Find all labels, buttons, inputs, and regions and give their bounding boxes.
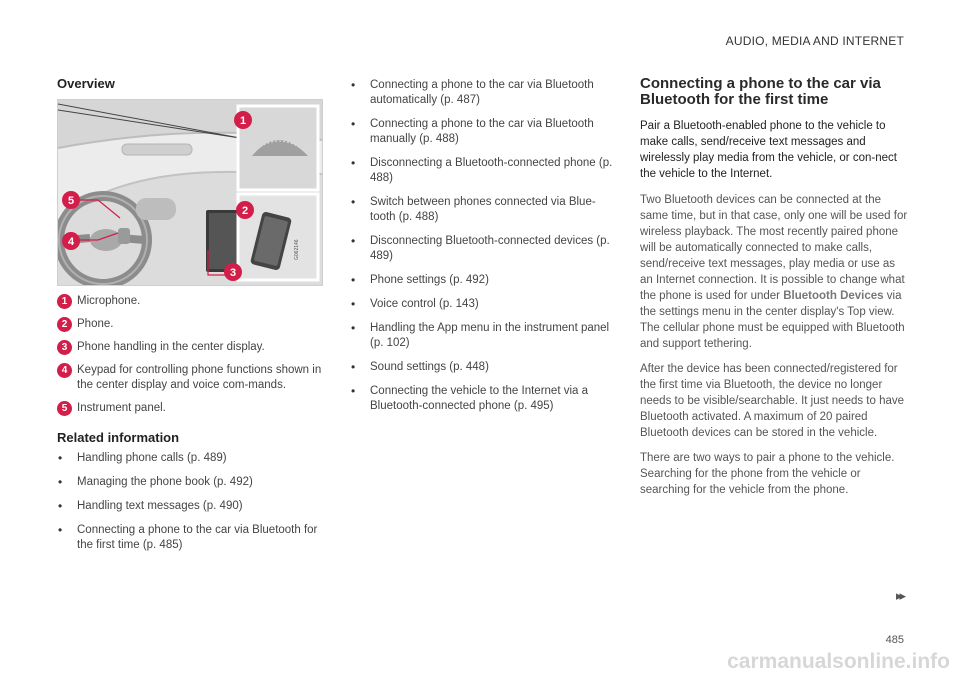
dashboard-illustration [57,99,323,286]
related-link[interactable]: • Voice control (p. 143) [351,297,479,311]
figure-badge-1 [234,111,252,129]
bullet-icon: • [351,156,356,170]
related-link[interactable]: • Switch between phones connected via Blue-tooth (p. 488) [351,195,596,223]
figure-badge-3 [224,263,242,281]
related-heading: Related information [57,430,180,445]
related-link[interactable]: • Managing the phone book (p. 492) [58,475,253,489]
bullet-icon: • [58,523,63,537]
related-link[interactable]: • Connecting a phone to the car via Bluetooth automatically (p. 487) [351,78,594,106]
bluetooth-devices-term: Bluetooth Devices [783,290,884,302]
svg-text:5: 5 [67,195,75,207]
svg-text:3: 3 [229,267,237,279]
article-heading: Connecting a phone to the car via Bluetooth for the first time [640,75,881,108]
related-link[interactable]: • Handling text messages (p. 490) [58,499,243,513]
callout-item [57,363,323,393]
related-link[interactable]: • Handling the App menu in the instrument panel (p. 102) [351,321,610,349]
article-paragraph-3: There are two ways to pair a phone to the vehicle. Searching for the phone from the vehicle or searching for the vehicle from the phone. [640,452,895,496]
bullet-icon: • [58,499,63,513]
bullet-icon: • [351,78,356,92]
bullet-icon: • [351,321,356,335]
callout-badge: 4 [57,363,72,378]
related-link[interactable]: • Disconnecting a Bluetooth-connected phone (p. 488) [351,156,613,184]
callout-item [57,401,323,416]
bullet-icon: • [351,273,356,287]
related-column-continued [350,78,614,423]
callout-badge: 5 [57,401,72,416]
related-link[interactable]: • Connecting the vehicle to the Internet via a Bluetooth-connected phone (p. 495) [351,384,589,412]
related-link[interactable]: • Phone settings (p. 492) [351,273,489,287]
callout-text: Phone handling in the center display. [77,341,265,353]
bullet-icon: • [351,117,356,131]
dashboard-drawing [58,100,322,285]
bullet-icon: • [351,384,356,398]
main-article-column [640,76,908,507]
bullet-icon: • [58,451,63,465]
figure-code: G062146 [294,239,300,260]
bullet-icon: • [351,234,356,248]
related-link[interactable]: • Disconnecting Bluetooth-connected devices (p. 489) [351,234,610,262]
callout-text: Instrument panel. [77,402,166,414]
callout-item [57,294,323,309]
overview-heading: Overview [57,76,115,91]
watermark: carmanualsonline.info [727,650,950,673]
figure-badge-5 [62,191,80,209]
article-lead: Pair a Bluetooth-enabled phone to the vehicle to make calls, send/receive text messages and wirelessly play media from the vehicle, or con-nect the vehicle to the Internet. [640,120,897,180]
page-number: 485 [885,634,904,646]
next-page-arrow-icon[interactable]: ▸▸ [895,588,903,603]
figure-badge-2 [236,201,254,219]
svg-text:2: 2 [241,205,249,217]
article-paragraph-2: After the device has been connected/registered for the first time via Bluetooth, the device no longer needs to be visible/searchable. It just needs to have Bluetooth activated. A maximum of 20 paired Bluetooth devices can be stored in the vehicle. [640,363,905,439]
svg-text:1: 1 [239,115,247,127]
callout-item [57,317,323,332]
related-link[interactable]: • Connecting a phone to the car via Bluetooth manually (p. 488) [351,117,594,145]
bullet-icon: • [351,195,356,209]
bullet-icon: • [58,475,63,489]
related-list-part1 [57,451,323,553]
related-link[interactable]: • Sound settings (p. 448) [351,360,489,374]
svg-text:4: 4 [67,236,75,248]
related-link[interactable]: • Connecting a phone to the car via Bluetooth for the first time (p. 485) [58,523,318,551]
callout-text: Microphone. [77,295,141,307]
callout-badge: 2 [57,317,72,332]
callout-list [57,294,323,416]
figure-badge-4 [62,232,80,250]
related-link[interactable]: • Handling phone calls (p. 489) [58,451,227,465]
callout-badge: 3 [57,340,72,355]
bullet-icon: • [351,360,356,374]
section-header: AUDIO, MEDIA AND INTERNET [725,34,904,48]
bullet-icon: • [351,297,356,311]
callout-item [57,340,323,355]
callout-badge: 1 [57,294,72,309]
article-paragraph-1: Two Bluetooth devices can be connected at the same time, but in that case, only one will be used for wireless playback. The most recently paired phone will be automatically connected to make calls, send/receive text messages, play media or use as an Internet connection. It is possible to change what the phone is used for under Bluetooth Devices via the settings menu in the center display's Top view. The cellular phone must be equipped with Bluetooth and support tethering. [640,194,908,350]
callout-text: Keypad for controlling phone functions shown in the center display and voice com-mands. [77,364,322,391]
callout-text: Phone. [77,318,114,330]
related-list-part2 [350,78,614,414]
overview-column [57,76,323,562]
